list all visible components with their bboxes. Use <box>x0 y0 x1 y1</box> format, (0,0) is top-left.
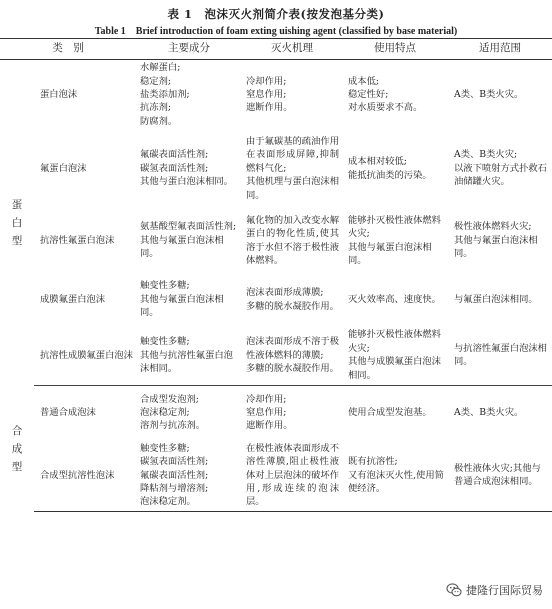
cell-line: 防腐剂。 <box>140 115 178 127</box>
cell-mechanism <box>242 60 342 130</box>
cell-line: 触变性多糖; <box>140 336 190 348</box>
cell-mechanism <box>242 326 342 386</box>
cell-line: 与氟蛋白泡沫相同。 <box>454 293 538 305</box>
group-label-char: 合 <box>11 424 23 437</box>
table-row <box>0 60 552 130</box>
cell-line: 水解蛋白; <box>140 62 181 74</box>
cell-line: 溶剂与抗冻剂。 <box>140 420 206 432</box>
header-category: 类 别 <box>0 39 136 60</box>
cell-mechanism <box>242 274 342 326</box>
cell-mechanism <box>242 386 342 440</box>
cell-line: 氨基酸型氟表面活性剂; <box>140 221 237 233</box>
table-title-en: Table 1 Brief introduction of foam exting uishing agent (classified by base material) <box>94 26 458 37</box>
cell-composition <box>136 386 242 440</box>
cell-type: 普通合成泡沫 <box>40 407 96 419</box>
cell-line: 其他与成膜氟蛋白泡沫相同。 <box>348 356 441 381</box>
cell-composition <box>136 208 242 274</box>
cell-composition <box>136 274 242 326</box>
cell-line: A类、B类火灾; <box>454 149 518 161</box>
cell-scope <box>448 274 552 326</box>
cell-line: 盐类添加剂; <box>140 89 190 101</box>
table-row <box>0 208 552 274</box>
foam-agent-table <box>0 38 552 512</box>
cell-line: 能够扑灭极性液体燃料火灾; <box>348 329 441 354</box>
cell-line: 泡沫表面形成不溶于极性液体燃料的薄膜; <box>246 336 339 361</box>
cell-line: 触变性多糖; <box>140 442 190 454</box>
cell-line: 碳氢表面活性剂; <box>140 162 209 174</box>
cell-line: 在极性液体表面形成不溶性薄膜,阻止极性液体对上层泡沫的破坏作用,形成连续的泡沫层。 <box>246 442 339 508</box>
cell-line: A类、B类火灾。 <box>454 407 524 419</box>
cell-line: 冷却作用; <box>246 75 287 87</box>
cell-scope <box>448 60 552 130</box>
cell-type: 成膜氟蛋白泡沫 <box>40 293 106 305</box>
cell-line: 其他机理与蛋白泡沫相同。 <box>246 176 339 201</box>
cell-type: 抗溶性氟蛋白泡沫 <box>40 234 115 246</box>
cell-line: 成本相对较低; <box>348 156 407 168</box>
group-label-char: 型 <box>11 460 23 473</box>
table-body <box>0 60 552 512</box>
cell-line: 其他与氟蛋白泡沫相同。 <box>140 234 224 260</box>
cell-line: 能够扑灭极性液体燃料火灾; <box>348 214 441 240</box>
table-row <box>0 386 552 440</box>
cell-line: 降粘剂与增溶剂; <box>140 482 209 494</box>
group-label-char: 成 <box>11 442 23 455</box>
cell-line: 遮断作用。 <box>246 102 293 114</box>
cell-line: 合成型发泡剂; <box>140 393 199 405</box>
watermark <box>443 581 546 599</box>
cell-scope <box>448 208 552 274</box>
cell-line: 窒息作用; <box>246 407 287 419</box>
cell-scope <box>448 386 552 440</box>
cell-features <box>342 326 448 386</box>
cell-line: 灭火效率高、速度快。 <box>348 293 441 305</box>
cell-line: 极性液体燃料火灾; <box>454 221 532 233</box>
cell-line: 窒息作用; <box>246 89 287 101</box>
cell-features <box>342 208 448 274</box>
cell-composition <box>136 60 242 130</box>
cell-line: A类、B类火灾。 <box>454 89 524 101</box>
cell-line: 既有抗溶性; <box>348 456 398 468</box>
cell-line: 冷却作用; <box>246 393 287 405</box>
cell-line: 碳氢表面活性剂; <box>140 456 209 468</box>
cell-line: 多糖的脱水凝胶作用。 <box>246 362 339 374</box>
cell-line: 与抗溶性氟蛋白泡沫相同。 <box>454 342 547 368</box>
cell-line: 使用合成型发泡基。 <box>348 407 432 419</box>
cell-line: 对水质要求不高。 <box>348 102 423 114</box>
group-label-char: 蛋 <box>11 198 23 211</box>
cell-line: 其他与氟蛋白泡沫相同。 <box>454 234 538 260</box>
cell-scope <box>448 440 552 512</box>
cell-features <box>342 440 448 512</box>
cell-line: 又有泡沫灭火性,使用简便经济。 <box>348 469 444 494</box>
cell-line: 稳定剂; <box>140 75 172 87</box>
watermark-text: 捷隆行国际贸易 <box>466 584 543 597</box>
cell-scope <box>448 130 552 208</box>
table-row <box>0 274 552 326</box>
cell-line: 以液下喷射方式扑救石油储罐火灾。 <box>454 162 547 188</box>
cell-line: 氟碳表面活性剂; <box>140 469 209 481</box>
wechat-icon <box>446 582 462 598</box>
cell-line: 其他与氟蛋白泡沫相同。 <box>348 241 432 266</box>
header-features: 使用特点 <box>342 39 448 60</box>
cell-line: 成本低; <box>348 75 380 87</box>
cell-line: 能抵抗油类的污染。 <box>348 169 432 181</box>
cell-line: 极性液体火灾;其他与普通合成泡沫相同。 <box>454 462 541 488</box>
table-row <box>0 440 552 512</box>
header-composition: 主要成分 <box>136 39 242 60</box>
cell-type: 氟蛋白泡沫 <box>40 162 87 174</box>
cell-features <box>342 386 448 440</box>
cell-mechanism <box>242 130 342 208</box>
cell-line: 氟化物的加入改变水解蛋白的物化性质,使其溶于水但不溶于极性液体燃料。 <box>246 214 339 266</box>
header-scope: 适用范围 <box>448 39 552 60</box>
cell-composition <box>136 326 242 386</box>
cell-mechanism <box>242 440 342 512</box>
cell-line: 稳定性好; <box>348 89 389 101</box>
cell-features <box>342 274 448 326</box>
cell-mechanism <box>242 208 342 274</box>
group-label <box>0 60 34 386</box>
group-label <box>0 386 34 512</box>
cell-line: 泡沫稳定剂。 <box>140 496 196 508</box>
group-label-char: 白 <box>11 216 23 229</box>
cell-line: 其他与氟蛋白泡沫相同。 <box>140 293 224 319</box>
cell-type: 抗溶性成膜氟蛋白泡沫 <box>34 326 136 386</box>
cell-features <box>342 60 448 130</box>
cell-line: 氟碳表面活性剂; <box>140 149 209 161</box>
table-row <box>0 326 552 386</box>
cell-line: 其他与抗溶性氟蛋白泡沫相同。 <box>140 349 233 374</box>
cell-features <box>342 130 448 208</box>
cell-composition <box>136 440 242 512</box>
cell-line: 由于氟碳基的疏油作用在表面形成屏障,抑制燃料气化; <box>246 135 339 174</box>
cell-line: 抗冻剂; <box>140 102 172 114</box>
cell-type: 合成型抗溶性泡沫 <box>34 440 136 512</box>
cell-scope <box>448 326 552 386</box>
cell-line: 遮断作用。 <box>246 420 293 432</box>
table-header-row <box>0 39 552 60</box>
cell-composition <box>136 130 242 208</box>
cell-type: 蛋白泡沫 <box>40 89 78 101</box>
header-mechanism: 灭火机理 <box>242 39 342 60</box>
group-label-char: 型 <box>11 234 23 247</box>
cell-line: 其他与蛋白泡沫相同。 <box>140 176 233 188</box>
table-row <box>0 130 552 208</box>
cell-line: 泡沫表面形成薄膜; <box>246 287 324 299</box>
cell-line: 多糖的脱水凝胶作用。 <box>246 300 339 312</box>
cell-line: 泡沫稳定剂; <box>140 407 190 419</box>
cell-line: 触变性多糖; <box>140 280 190 292</box>
table-title-cn: 表 1 泡沫灭火剂简介表(按发泡基分类) <box>167 7 385 21</box>
